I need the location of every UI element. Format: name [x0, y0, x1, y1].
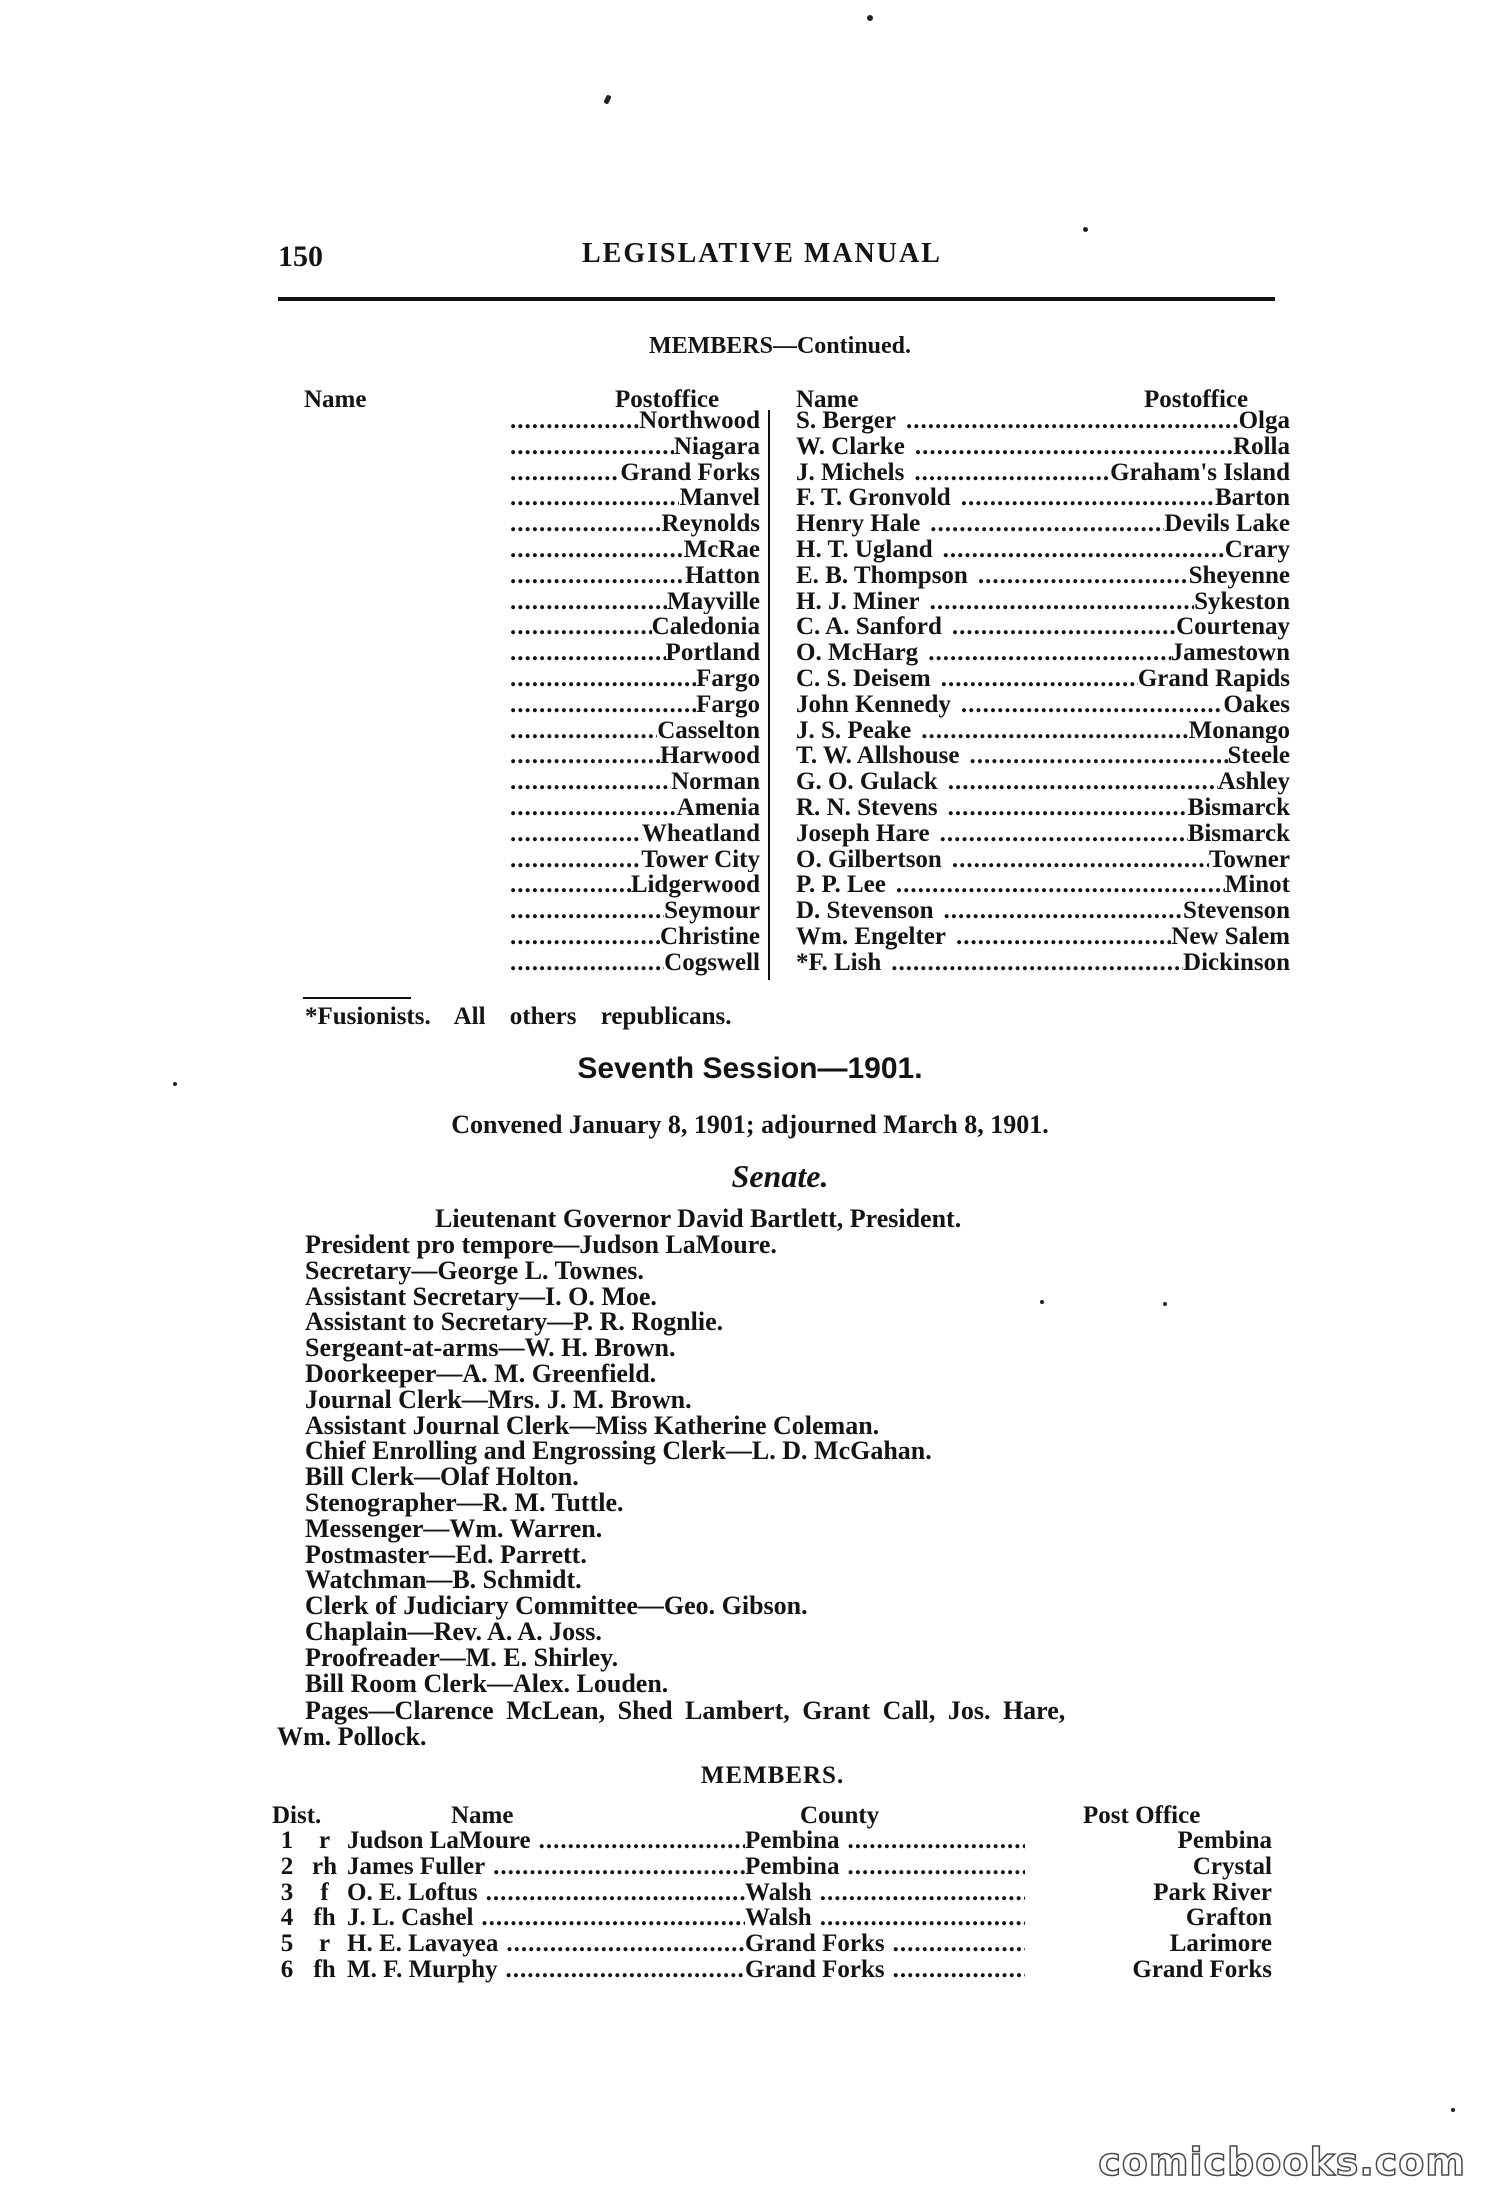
postoffice-text: Northwood — [639, 408, 760, 434]
officer-line: Bill Room Clerk—Alex. Louden. — [305, 1668, 669, 1698]
member-postoffice: Sykeston — [1194, 588, 1290, 615]
left-postoffice-row — [510, 769, 760, 795]
leader-dots — [948, 795, 1188, 821]
left-postoffice-row — [510, 872, 760, 898]
member-name: E. B. Thompson — [796, 562, 968, 589]
post-office-name: Pembina — [1177, 1827, 1272, 1854]
name-cell — [347, 1905, 745, 1931]
leader-dots — [961, 485, 1215, 511]
leader-dots — [847, 1854, 1025, 1880]
postoffice-text: Manvel — [679, 485, 760, 512]
leader-dots — [493, 1854, 745, 1880]
left-postoffice-row — [510, 460, 760, 486]
post-office-column-header: Post Office — [1083, 1802, 1201, 1829]
leader-dots — [943, 537, 1225, 563]
county-cell — [745, 1854, 1025, 1880]
leader-dots — [510, 511, 661, 537]
officer-line: Doorkeeper—A. M. Greenfield. — [305, 1358, 657, 1388]
officer-line: Chaplain—Rev. A. A. Joss. — [305, 1616, 602, 1646]
member-postoffice: Bismarck — [1187, 820, 1290, 847]
county-name: Pembina — [745, 1853, 840, 1880]
officer-line: Sergeant-at-arms—W. H. Brown. — [305, 1333, 676, 1363]
leader-dots — [944, 898, 1184, 924]
leader-dots — [481, 1905, 745, 1931]
postoffice-text: Lidgerwood — [630, 872, 760, 899]
leader-dots — [510, 640, 666, 666]
left-postoffice-row — [510, 589, 760, 615]
left-postoffice-row — [510, 434, 760, 460]
member-row — [796, 511, 1290, 537]
column-divider — [768, 410, 770, 980]
postoffice-text: Cogswell — [664, 949, 760, 976]
district-number: 2 — [280, 1852, 294, 1880]
member-row — [796, 743, 1290, 769]
leader-dots — [930, 589, 1195, 615]
name-column-header: Name — [451, 1802, 514, 1829]
left-postoffice-row — [510, 511, 760, 537]
county-cell — [745, 1905, 1025, 1931]
member-name: Henry Hale — [796, 511, 921, 537]
left-postoffice-row — [510, 718, 760, 744]
right-postoffice-header: Postoffice — [1144, 386, 1249, 413]
leader-dots — [510, 821, 642, 847]
leader-dots — [510, 743, 660, 769]
member-postoffice: Jamestown — [1170, 640, 1290, 666]
leader-dots — [921, 718, 1188, 744]
leader-dots — [486, 1880, 745, 1906]
county-name: Walsh — [745, 1879, 812, 1906]
left-postoffice-row — [510, 485, 760, 511]
member-name: R. N. Stevens — [796, 794, 938, 821]
officer-line: President pro tempore—Judson LaMoure. — [305, 1230, 777, 1259]
scan-speck — [1083, 227, 1088, 232]
party-code: rh — [312, 1852, 337, 1880]
district-number: 6 — [280, 1955, 294, 1983]
leader-dots — [948, 769, 1218, 795]
member-name: John Kennedy — [796, 691, 951, 718]
members-continued-table — [300, 408, 1290, 983]
leader-dots — [940, 821, 1188, 847]
senate-member-row — [272, 1957, 1272, 1983]
member-row — [796, 898, 1290, 924]
postoffice-text: Portland — [665, 640, 760, 666]
leader-dots — [510, 924, 660, 950]
session-title: Seventh Session—1901. — [577, 1052, 923, 1085]
county-name: Walsh — [745, 1905, 812, 1932]
leader-dots — [978, 563, 1189, 589]
leader-dots — [510, 666, 696, 692]
scan-speck — [867, 15, 873, 21]
leader-dots — [505, 1957, 745, 1983]
leader-dots — [896, 872, 1225, 898]
member-postoffice: Crary — [1224, 536, 1290, 563]
member-name: D. Stevenson — [796, 898, 934, 924]
member-row — [796, 847, 1290, 873]
member-name: P. P. Lee — [796, 872, 886, 899]
leader-dots — [914, 460, 1110, 486]
officer-line: Messenger—Wm. Warren. — [305, 1513, 603, 1543]
officer-line: Assistant Journal Clerk—Miss Katherine Coleman. — [305, 1410, 880, 1440]
leader-dots — [510, 795, 677, 821]
senate-members-heading: MEMBERS. — [700, 1762, 845, 1789]
postoffice-text: Amenia — [676, 794, 760, 821]
member-row — [796, 434, 1290, 460]
left-postoffice-header: Postoffice — [615, 386, 720, 413]
name-cell — [347, 1931, 745, 1957]
county-cell — [745, 1957, 1025, 1983]
county-cell — [745, 1931, 1025, 1957]
watermark: comicbooks.com — [1098, 2140, 1466, 2184]
senator-name: M. F. Murphy — [347, 1956, 498, 1983]
member-postoffice: Dickinson — [1183, 949, 1290, 976]
left-postoffice-row — [510, 666, 760, 692]
member-postoffice: Towner — [1208, 846, 1290, 873]
district-number: 1 — [280, 1827, 294, 1854]
senator-name: J. L. Cashel — [347, 1905, 474, 1932]
district-number: 5 — [280, 1930, 294, 1958]
leader-dots — [847, 1828, 1025, 1854]
senate-members-table — [272, 1828, 1272, 1983]
member-row — [796, 640, 1290, 666]
officer-line: Assistant to Secretary—P. R. Rognlie. — [305, 1307, 724, 1337]
leader-dots — [510, 408, 639, 434]
leader-dots — [510, 950, 664, 976]
member-name: T. W. Allshouse — [796, 743, 960, 770]
postoffice-text: Wheatland — [641, 820, 760, 847]
postoffice-text: Harwood — [660, 743, 760, 770]
district-number: 3 — [280, 1878, 294, 1906]
leader-dots — [970, 743, 1228, 769]
header-rule — [278, 297, 1275, 301]
senate-member-row — [272, 1931, 1272, 1957]
county-name: Pembina — [745, 1828, 840, 1854]
senate-member-row — [272, 1880, 1272, 1906]
member-row — [796, 795, 1290, 821]
postoffice-text: Reynolds — [661, 511, 760, 537]
dist-column-header: Dist. — [272, 1802, 322, 1829]
party-code: r — [318, 1827, 331, 1854]
officer-line: Clerk of Judiciary Committee—Geo. Gibson. — [305, 1591, 808, 1621]
leader-dots — [510, 769, 671, 795]
post-office-name: Larimore — [1169, 1930, 1272, 1958]
member-row — [796, 718, 1290, 744]
county-cell — [745, 1880, 1025, 1906]
scan-speck — [1451, 2108, 1455, 2112]
running-title: LEGISLATIVE MANUAL — [582, 238, 942, 269]
officer-line: Assistant Secretary—I. O. Moe. — [305, 1281, 657, 1311]
postoffice-text: Norman — [671, 769, 760, 795]
county-name: Grand Forks — [745, 1931, 885, 1957]
member-postoffice: Steele — [1227, 743, 1290, 770]
officer-line: Bill Clerk—Olaf Holton. — [305, 1462, 579, 1492]
officer-line: Journal Clerk—Mrs. J. M. Brown. — [305, 1384, 692, 1414]
postoffice-text: Fargo — [696, 691, 760, 718]
post-office-name: Grand Forks — [1132, 1955, 1272, 1983]
member-row — [796, 872, 1290, 898]
member-postoffice: Olga — [1238, 408, 1290, 434]
postoffice-text: Seymour — [664, 898, 760, 924]
leader-dots — [510, 485, 679, 511]
left-postoffice-row — [510, 898, 760, 924]
officer-line: Proofreader—M. E. Shirley. — [305, 1642, 619, 1672]
right-member-column — [796, 408, 1290, 976]
member-name: C. S. Deisem — [796, 665, 931, 692]
postoffice-text: McRae — [683, 536, 760, 563]
postoffice-text: Casselton — [657, 717, 760, 744]
leader-dots — [510, 847, 641, 873]
member-postoffice: Stevenson — [1183, 898, 1290, 924]
leader-dots — [952, 847, 1209, 873]
leader-dots — [893, 1931, 1025, 1957]
postoffice-text: Grand Forks — [620, 459, 760, 486]
senate-member-row — [272, 1828, 1272, 1854]
leader-dots — [539, 1828, 745, 1854]
officer-line: Watchman—B. Schmidt. — [305, 1565, 582, 1595]
leader-dots — [893, 1957, 1025, 1983]
county-cell — [745, 1828, 1025, 1854]
member-postoffice: Courtenay — [1176, 614, 1290, 641]
post-office-name: Grafton — [1185, 1904, 1272, 1932]
member-row — [796, 589, 1290, 615]
member-postoffice: Minot — [1224, 872, 1290, 899]
member-row — [796, 769, 1290, 795]
member-row — [796, 537, 1290, 563]
leader-dots — [891, 950, 1183, 976]
member-postoffice: New Salem — [1171, 923, 1290, 950]
leader-dots — [961, 692, 1223, 718]
left-postoffice-row — [510, 950, 760, 976]
post-office-name: Park River — [1153, 1878, 1272, 1906]
leader-dots — [928, 640, 1170, 666]
member-name: J. S. Peake — [796, 717, 912, 744]
postoffice-text: Niagara — [673, 433, 760, 460]
member-postoffice: Rolla — [1233, 433, 1290, 460]
member-postoffice: Bismarck — [1187, 794, 1290, 821]
left-postoffice-row — [510, 924, 760, 950]
leader-dots — [820, 1880, 1025, 1906]
officer-line: Stenographer—R. M. Tuttle. — [305, 1487, 624, 1517]
name-cell — [347, 1880, 745, 1906]
footnote-rule — [303, 997, 411, 999]
member-name: *F. Lish — [796, 949, 882, 976]
leader-dots — [510, 872, 631, 898]
member-name: J. Michels — [796, 459, 905, 486]
left-postoffice-row — [510, 563, 760, 589]
pages-line: Pages—Clarence McLean, Shed Lambert, Grant Call, Jos. Hare, — [305, 1696, 1066, 1725]
member-postoffice: Grand Rapids — [1137, 665, 1290, 692]
leader-dots — [510, 718, 657, 744]
left-postoffice-row — [510, 743, 760, 769]
post-office-name: Crystal — [1192, 1852, 1272, 1880]
postoffice-text: Tower City — [641, 846, 760, 873]
member-name: Wm. Engelter — [796, 923, 946, 950]
county-column-header: County — [800, 1802, 880, 1829]
member-row — [796, 924, 1290, 950]
postoffice-text: Fargo — [696, 665, 760, 692]
member-row — [796, 666, 1290, 692]
leader-dots — [941, 666, 1138, 692]
member-name: G. O. Gulack — [796, 769, 938, 795]
leader-dots — [510, 537, 684, 563]
leader-dots — [906, 408, 1239, 434]
member-row — [796, 485, 1290, 511]
member-postoffice: Oakes — [1223, 691, 1290, 718]
left-postoffice-row — [510, 795, 760, 821]
member-row — [796, 821, 1290, 847]
senator-name: James Fuller — [347, 1853, 486, 1880]
member-row — [796, 692, 1290, 718]
officer-line: Postmaster—Ed. Parrett. — [305, 1539, 587, 1569]
member-postoffice: Monango — [1188, 717, 1290, 744]
leader-dots — [952, 614, 1176, 640]
leader-dots — [930, 511, 1164, 537]
leader-dots — [510, 460, 620, 486]
pages-line-continued: Wm. Pollock. — [277, 1722, 427, 1751]
page-number: 150 — [278, 240, 323, 273]
name-cell — [347, 1854, 745, 1880]
leader-dots — [915, 434, 1233, 460]
officer-line: Chief Enrolling and Engrossing Clerk—L. D. McGahan. — [305, 1436, 932, 1466]
senator-name: O. E. Loftus — [347, 1879, 478, 1906]
leader-dots — [510, 434, 674, 460]
senate-member-row — [272, 1854, 1272, 1880]
member-row — [796, 408, 1290, 434]
left-postoffice-column — [510, 408, 760, 976]
scan-speck — [603, 94, 611, 104]
senate-heading: Senate. — [731, 1158, 829, 1194]
members-continued-heading: MEMBERS—Continued. — [648, 333, 912, 359]
member-postoffice: Sheyenne — [1188, 562, 1290, 589]
right-name-header: Name — [796, 386, 859, 413]
postoffice-text: Christine — [660, 923, 760, 950]
postoffice-text: Hatton — [685, 562, 760, 589]
postoffice-text: Caledonia — [651, 614, 760, 641]
leader-dots — [956, 924, 1171, 950]
member-name: O. McHarg — [796, 640, 919, 666]
party-code: f — [320, 1878, 329, 1906]
name-cell — [347, 1957, 745, 1983]
party-code: fh — [313, 1904, 336, 1932]
left-postoffice-row — [510, 537, 760, 563]
district-number: 4 — [280, 1904, 294, 1932]
member-name: H. J. Miner — [796, 588, 920, 615]
party-code: fh — [313, 1955, 336, 1983]
member-postoffice: Graham's Island — [1110, 459, 1290, 486]
left-postoffice-row — [510, 847, 760, 873]
left-postoffice-row — [510, 640, 760, 666]
member-postoffice: Barton — [1215, 485, 1290, 512]
member-postoffice: Devils Lake — [1164, 511, 1290, 537]
leader-dots — [510, 898, 664, 924]
left-postoffice-row — [510, 821, 760, 847]
convened-line: Convened January 8, 1901; adjourned March 8, 1901. — [451, 1110, 1049, 1139]
leader-dots — [820, 1905, 1025, 1931]
member-row — [796, 460, 1290, 486]
party-code: r — [318, 1930, 331, 1958]
member-row — [796, 950, 1290, 976]
leader-dots — [510, 692, 696, 718]
left-postoffice-row — [510, 408, 760, 434]
member-row — [796, 563, 1290, 589]
member-name: H. T. Ugland — [796, 536, 933, 563]
member-name: S. Berger — [796, 408, 896, 434]
leader-dots — [510, 589, 667, 615]
left-postoffice-row — [510, 614, 760, 640]
postoffice-text: Mayville — [666, 588, 760, 615]
senate-president: Lieutenant Governor David Bartlett, President. — [435, 1204, 962, 1233]
leader-dots — [510, 614, 652, 640]
senator-name: Judson LaMoure — [347, 1828, 531, 1854]
officer-line: Secretary—George L. Townes. — [305, 1255, 644, 1285]
senate-member-row — [272, 1905, 1272, 1931]
member-row — [796, 614, 1290, 640]
member-postoffice: Ashley — [1217, 769, 1290, 795]
left-name-header: Name — [304, 386, 367, 413]
member-name: Joseph Hare — [796, 820, 930, 847]
member-name: C. A. Sanford — [796, 614, 942, 641]
member-name: O. Gilbertson — [796, 846, 942, 873]
county-name: Grand Forks — [745, 1956, 885, 1983]
name-cell — [347, 1828, 745, 1854]
leader-dots — [506, 1931, 745, 1957]
senate-officers-list — [305, 1232, 1290, 1696]
member-name: F. T. Gronvold — [796, 485, 951, 512]
fusionists-footnote: *Fusionists. All others republicans. — [305, 1003, 732, 1030]
senator-name: H. E. Lavayea — [347, 1931, 499, 1957]
member-name: W. Clarke — [796, 433, 905, 460]
left-postoffice-row — [510, 692, 760, 718]
leader-dots — [510, 563, 685, 589]
